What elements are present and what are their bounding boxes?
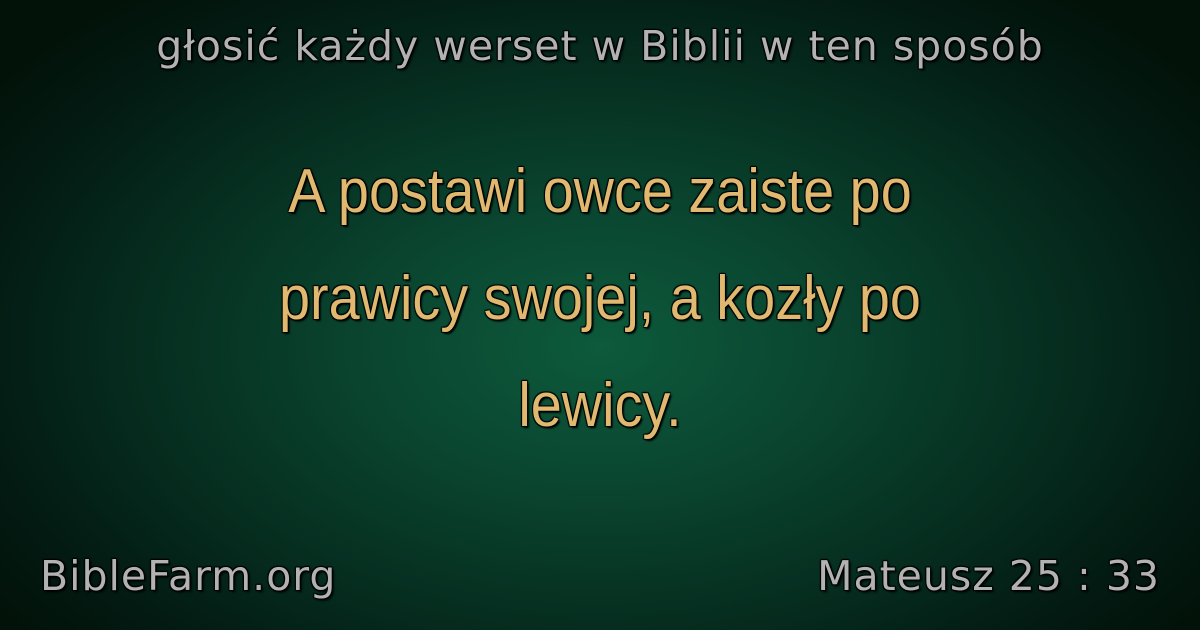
verse-text: A postawi owce zaiste po prawicy swojej, a kozły po lewicy.	[279, 157, 921, 440]
site-name: BibleFarm.org	[40, 552, 337, 600]
header-tagline: głosić każdy werset w Biblii w ten sposób	[156, 22, 1044, 70]
verse-reference: Mateusz 25 : 33	[817, 552, 1160, 600]
